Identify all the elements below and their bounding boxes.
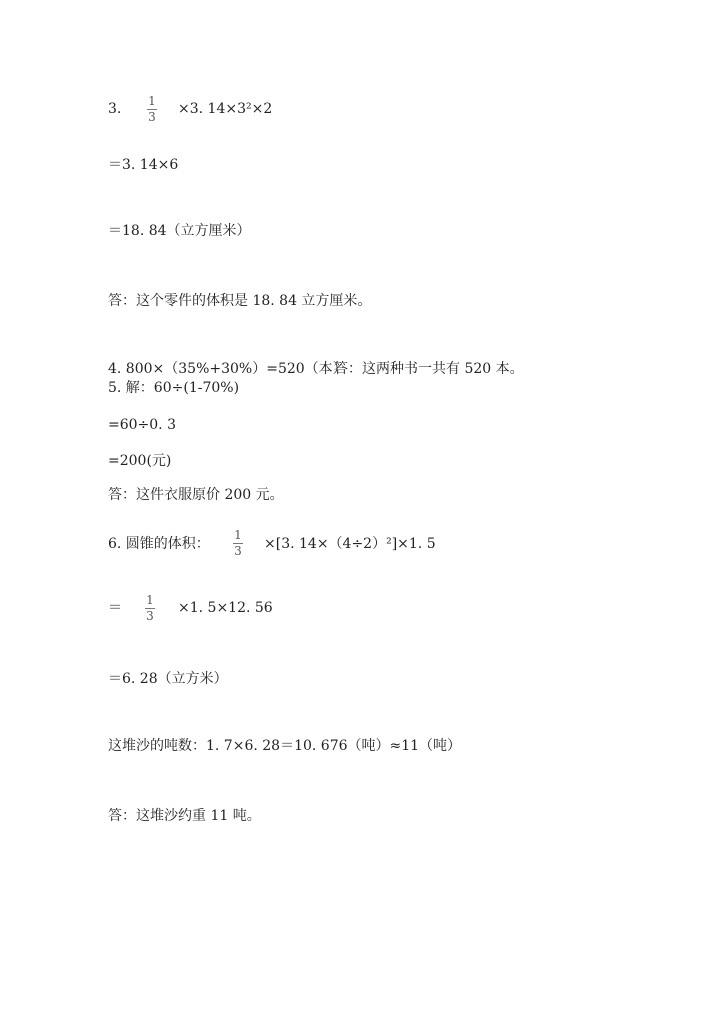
fraction-one-third (146, 95, 158, 124)
line-step: ＝18. 84（立方厘米） (108, 223, 251, 239)
line-step: =60÷0. 3 (108, 417, 176, 433)
line-step: ＝3. 14×6 (108, 157, 179, 173)
answer-text: 答：这两种书一共有 520 本。 (334, 361, 524, 377)
fraction-one-third (144, 594, 156, 623)
line-calculation: 这堆沙的吨数：1. 7×6. 28＝10. 676（吨）≈11（吨） (108, 738, 462, 754)
equals-sign: ＝ (108, 600, 122, 616)
fraction-numerator: 1 (234, 528, 242, 542)
fraction-denominator: 3 (234, 544, 242, 558)
line-step (108, 593, 273, 671)
expression-rest: ×1. 5×12. 56 (178, 600, 273, 616)
expression-rest: ×[3. 14×（4÷2）²]×1. 5 (264, 536, 436, 552)
problem-number: 3. (108, 101, 122, 117)
problem-label: 6. 圆锥的体积： (108, 536, 210, 552)
line-step: ＝6. 28（立方米） (108, 671, 228, 687)
line-step: =200(元) (108, 453, 172, 469)
answer-line: 答：这个零件的体积是 18. 84 立方厘米。 (108, 293, 372, 309)
fraction-numerator: 1 (146, 593, 154, 607)
line-5-expression: 5. 解：60÷(1-70%) (108, 380, 240, 396)
fraction-denominator: 3 (148, 110, 156, 124)
fraction-numerator: 1 (148, 94, 156, 108)
fraction-denominator: 3 (146, 609, 154, 623)
answer-line: 答：这堆沙约重 11 吨。 (108, 808, 261, 824)
expression: 4. 800×（35%+30%）=520（本） (108, 361, 347, 377)
fraction-one-third (232, 529, 244, 558)
expression-rest: ×3. 14×3²×2 (178, 101, 273, 117)
line-6-expression (108, 528, 436, 607)
answer-line: 答：这件衣服原价 200 元。 (108, 487, 284, 503)
